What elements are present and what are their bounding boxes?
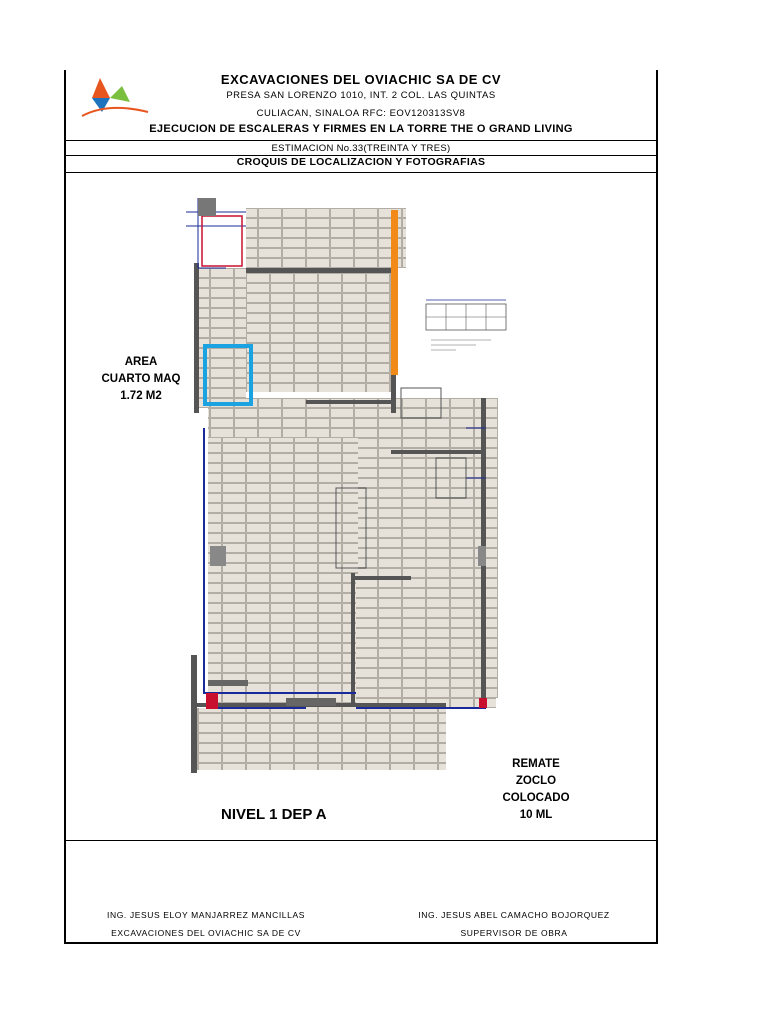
divider (66, 172, 656, 173)
remate-annotation (481, 756, 591, 824)
signer-left-name: ING. JESUS ELOY MANJARREZ MANCILLAS (107, 910, 305, 920)
area-label-line: AREA (124, 356, 158, 368)
divider (66, 140, 656, 141)
estimation-number: ESTIMACION No.33(TREINTA Y TRES) (271, 143, 451, 154)
remate-label-line: REMATE (512, 758, 560, 770)
remate-label-line: ZOCLO COLOCADO (502, 775, 570, 804)
company-city-rfc: CULIACAN, SINALOA RFC: EOV120313SV8 (256, 108, 466, 119)
signer-right-name: ING. JESUS ABEL CAMACHO BOJORQUEZ (418, 910, 610, 920)
area-label-line: 1.72 M2 (120, 390, 162, 402)
section-title: CROQUIS DE LOCALIZACION Y FOTOGRAFIAS (236, 156, 486, 168)
document-sheet (64, 70, 658, 944)
area-annotation (91, 354, 191, 405)
signer-left-role: EXCAVACIONES DEL OVIACHIC SA DE CV (111, 928, 301, 938)
level-label: NIVEL 1 DEP A (221, 806, 327, 823)
detail-drawing (421, 298, 511, 358)
signer-right-role: SUPERVISOR DE OBRA (460, 928, 568, 938)
divider (66, 840, 656, 841)
remate-label-line: 10 ML (519, 809, 553, 821)
company-address: PRESA SAN LORENZO 1010, INT. 2 COL. LAS QUINTAS (226, 90, 496, 101)
project-title: EJECUCION DE ESCALERAS Y FIRMES EN LA TORRE THE O GRAND LIVING (149, 123, 573, 135)
area-label-line: CUARTO MAQ (101, 373, 181, 385)
company-name: EXCAVACIONES DEL OVIACHIC SA DE CV (220, 72, 502, 87)
floor-plan (186, 188, 506, 778)
